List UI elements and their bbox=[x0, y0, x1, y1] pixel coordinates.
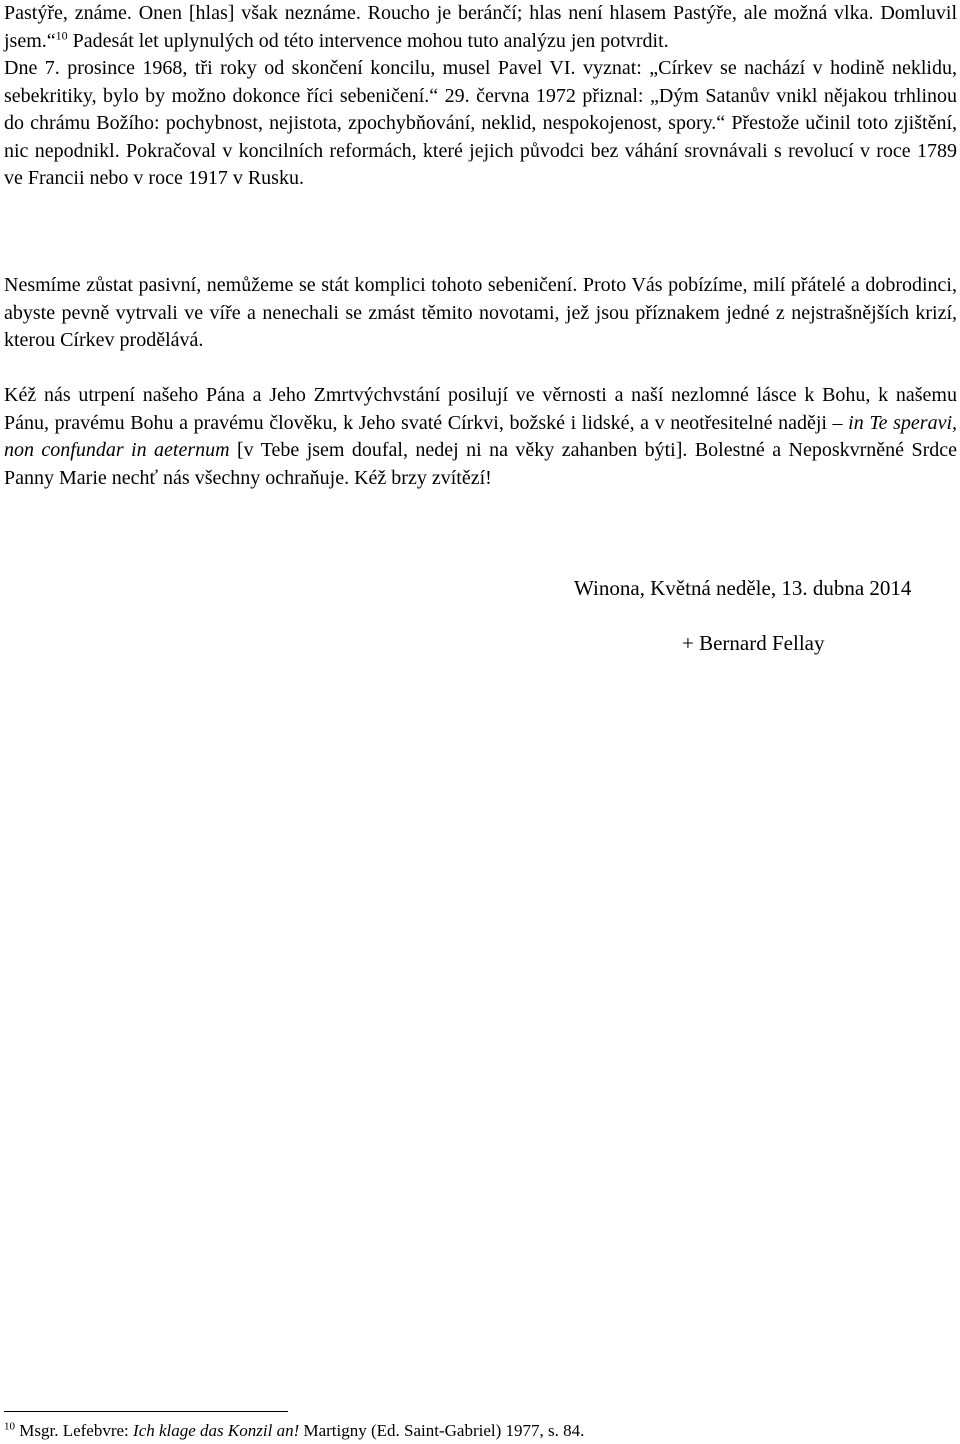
paragraph-appeal: Nesmíme zůstat pasivní, nemůžeme se stát komplici tohoto sebeničení. Proto Vás pobízíme, milí přátelé a dobrodinci, abyste pevně vytrvali ve víře a nenechali se zmást těmito novotami, jež jsou příznakem jedné z nejstrašnějších krizí, kterou Církev prodělává. bbox=[4, 274, 957, 351]
paragraph-prayer bbox=[4, 382, 957, 492]
footnote-text: Msgr. Lefebvre: bbox=[15, 1421, 134, 1440]
paragraph-paul-vi: Dne 7. prosince 1968, tři roky od skončení koncilu, musel Pavel VI. vyznat: „Církev se nachází v hodině neklidu, sebekritiky, bylo by možno dokonce říci sebeničení.“ 29. června 1972 přiznal: „Dým Satanův vnikl nějakou trhlinou do chrámu Božího: pochybnost, nejistota, zpochybňování, neklid, nespokojenost, spory.“ Přestože učinil toto zjištění, nic nepodnikl. Pokračoval v koncilních reformách, které jejich původci bez váhání srovnávali s revolucí v roce 1789 ve Francii nebo v roce 1917 v Rusku. bbox=[4, 57, 957, 189]
footnote-reference[interactable]: 10 bbox=[55, 27, 68, 42]
footnote-title: Ich klage das Konzil an! bbox=[133, 1421, 300, 1440]
latin-quote: in Te speravi, non confundar in aeternum bbox=[4, 411, 957, 461]
paragraph-text: Kéž nás utrpení našeho Pána a Jeho Zmrtvýchvstání posilují ve věrnosti a naší nezlomné lásce k Bohu, k našemu Pánu, pravému Bohu a pravému člověku, k Jeho svaté Církvi, božské i lidské, a v neotřesitelné naději – bbox=[4, 384, 957, 434]
footnote-divider bbox=[4, 1411, 288, 1412]
footnote-number: 10 bbox=[4, 1420, 15, 1433]
paragraph-text: [v Tebe jsem doufal, nedej ni na věky zahanben býti]. Bolestné a Neposkvrněné Srdce Panny Marie nechť nás všechny ochraňuje. Kéž brzy zvítězí! bbox=[4, 439, 957, 489]
paragraph-text: Pastýře, známe. Onen [hlas] však neznáme. Roucho je beránčí; hlas není hlasem Pastýře, ale možná vlka. Domluvil jsem.“ bbox=[4, 2, 957, 52]
footnote bbox=[4, 1419, 584, 1443]
paragraph-text: Padesát let uplynulých od této intervence mohou tuto analýzu jen potvrdit. bbox=[67, 29, 669, 52]
signature-place-date: Winona, Květná neděle, 13. dubna 2014 bbox=[574, 576, 912, 600]
signature-name: + Bernard Fellay bbox=[682, 631, 825, 655]
paragraph-intro bbox=[4, 0, 957, 55]
footnote-text: Martigny (Ed. Saint-Gabriel) 1977, s. 84. bbox=[299, 1421, 585, 1440]
